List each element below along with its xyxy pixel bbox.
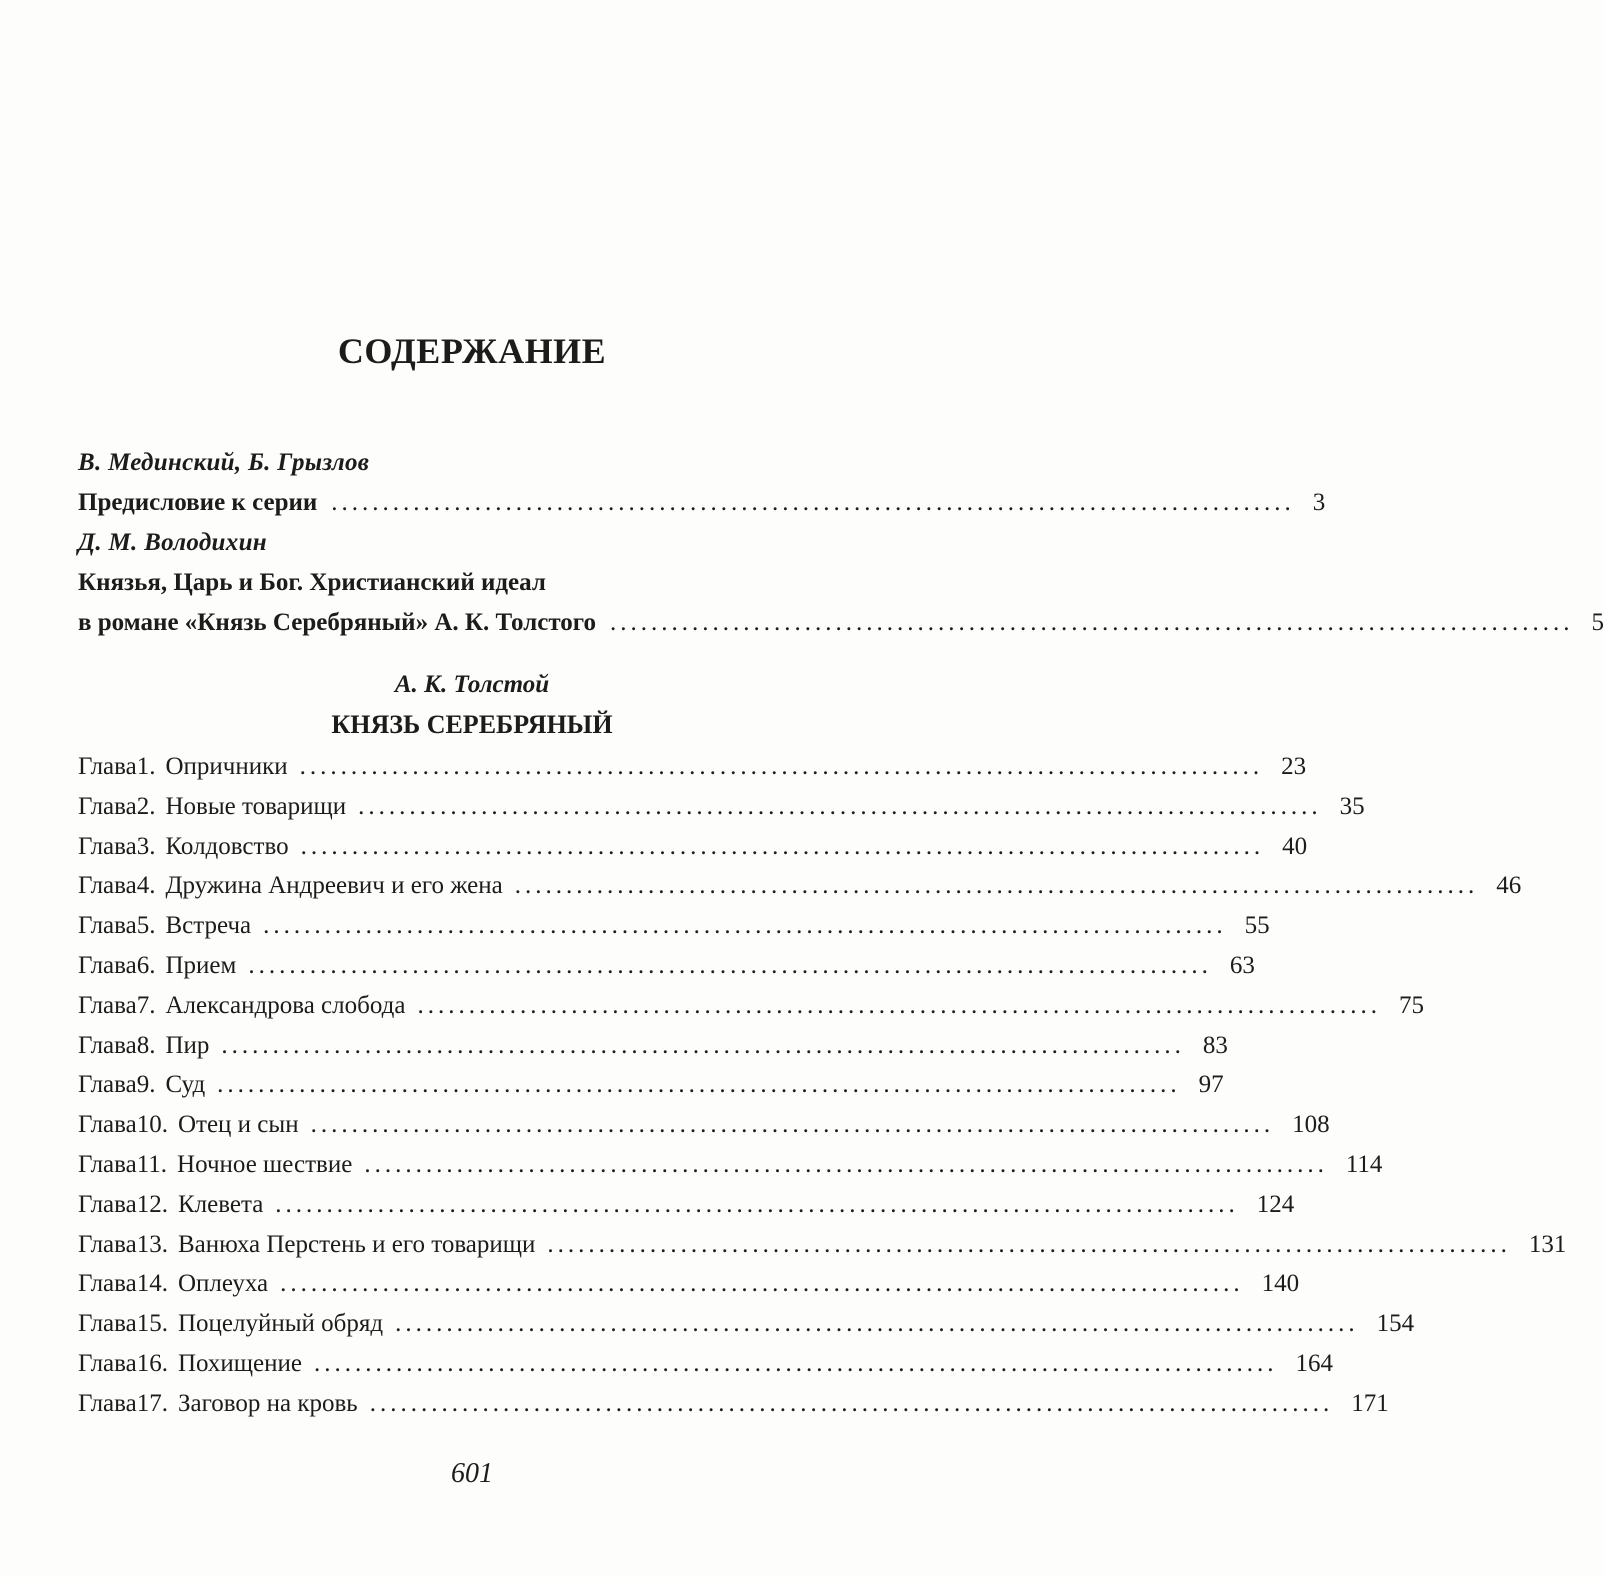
chapter-title: Поцелуйный обряд [177, 1310, 384, 1338]
page-number: 108 [1292, 1111, 1330, 1139]
chapter-entry[interactable] [78, 1026, 1228, 1066]
chapter-entry[interactable] [78, 1344, 1333, 1384]
chapter-number: 16. [136, 1349, 168, 1377]
chapter-title: Пир [165, 1031, 210, 1059]
chapter-entry[interactable] [78, 827, 1308, 867]
chapter-title: Колдовство [165, 832, 289, 860]
front-author: В. Мединский, Б. Грызлов [78, 449, 370, 476]
page-number: 40 [1282, 832, 1308, 860]
dot-leader: .............................................................................................. [221, 1031, 1185, 1059]
entry-title: в романе «Князь Серебряный» А. К. Толстого [78, 609, 597, 636]
chapter-number: 1. [136, 753, 156, 780]
page-number: 124 [1256, 1190, 1295, 1218]
chapter-title: Похищение [177, 1349, 302, 1377]
dot-leader: .............................................................................................. [275, 1190, 1239, 1218]
entry-title-line [78, 563, 868, 603]
dot-leader: .............................................................................................. [248, 951, 1212, 979]
dot-leader: .............................................................................................. [310, 1111, 1275, 1139]
chapter-label: Глава [78, 991, 137, 1019]
chapter-number: 9. [136, 1071, 156, 1099]
chapter-number: 5. [136, 912, 156, 940]
chapter-title: Дружина Андреевич и его жена [165, 872, 503, 900]
chapter-label: Глава [78, 951, 137, 979]
chapter-entry[interactable] [78, 747, 1307, 787]
dot-leader: .............................................................................................. [299, 753, 1264, 780]
dot-leader: .............................................................................................. [514, 872, 1479, 900]
novel-title: КНЯЗЬ СЕРЕБРЯНЫЙ [331, 710, 613, 739]
chapter-title: Новые товарищи [165, 792, 347, 820]
chapter-label: Глава [78, 872, 137, 900]
chapter-label: Глава [78, 1190, 137, 1218]
chapter-label: Глава [78, 792, 137, 820]
dot-leader: .............................................................................................. [547, 1230, 1511, 1258]
chapter-entry[interactable] [78, 1065, 1224, 1105]
page-number: 97 [1198, 1071, 1224, 1099]
chapter-number: 8. [136, 1031, 156, 1059]
chapter-label: Глава [78, 1389, 137, 1417]
chapter-label: Глава [78, 1230, 137, 1258]
chapter-number: 14. [136, 1270, 168, 1298]
entry-title: Предисловие к серии [78, 489, 318, 516]
chapter-number: 13. [136, 1230, 168, 1258]
chapter-entry[interactable] [78, 1304, 1415, 1344]
page-number: 131 [1528, 1230, 1567, 1258]
chapter-label: Глава [78, 912, 137, 940]
page-number: 63 [1229, 951, 1255, 979]
chapter-number: 7. [136, 991, 156, 1019]
chapter-title: Ночное шествие [177, 1150, 353, 1178]
chapter-title: Суд [165, 1071, 206, 1099]
toc-entry[interactable] [78, 603, 1604, 643]
dot-leader: .............................................................................................. [280, 1270, 1244, 1298]
chapter-entry[interactable] [78, 1264, 1300, 1304]
page-number: 171 [1351, 1389, 1389, 1417]
chapter-label: Глава [78, 1111, 137, 1139]
chapter-label: Глава [78, 1310, 137, 1338]
page-number: 140 [1261, 1270, 1300, 1298]
chapter-entry[interactable] [78, 906, 1270, 946]
chapter-label: Глава [78, 753, 137, 780]
chapter-title: Опричники [165, 753, 288, 780]
chapter-label: Глава [78, 1349, 137, 1377]
dot-leader: .............................................................................................. [331, 489, 1295, 516]
dot-leader: .............................................................................................. [300, 832, 1265, 860]
chapter-entry[interactable] [78, 1105, 1330, 1145]
chapter-number: 3. [136, 832, 156, 860]
chapter-entry[interactable] [78, 986, 1424, 1026]
chapter-title: Ванюха Перстень и его товарищи [177, 1230, 536, 1258]
chapter-title: Встреча [165, 912, 252, 940]
chapter-number: 4. [136, 872, 156, 900]
chapter-number: 15. [136, 1310, 168, 1338]
chapter-entry[interactable] [78, 866, 1522, 906]
chapter-number: 10. [136, 1111, 168, 1139]
chapter-title: Заговор на кровь [177, 1389, 358, 1417]
page-number: 114 [1345, 1150, 1383, 1178]
dot-leader: .............................................................................................. [395, 1310, 1359, 1338]
chapter-entry[interactable] [78, 946, 1255, 986]
chapter-title: Прием [165, 951, 237, 979]
chapter-number: 17. [136, 1389, 168, 1417]
chapter-number: 11. [136, 1150, 168, 1178]
dot-leader: .............................................................................................. [610, 609, 1574, 636]
page-number: 83 [1202, 1031, 1228, 1059]
chapter-entry[interactable] [78, 1384, 1389, 1424]
chapter-label: Глава [78, 1150, 137, 1178]
novel-author: А. К. Толстой [394, 671, 550, 698]
chapter-title: Александрова слобода [165, 991, 406, 1019]
page-number: 55 [1244, 912, 1270, 940]
chapter-label: Глава [78, 1270, 137, 1298]
chapter-list [78, 747, 1567, 1424]
chapter-entry[interactable] [78, 1185, 1295, 1225]
folio-page-number: 601 [451, 1458, 493, 1489]
page-number: 23 [1281, 753, 1307, 780]
chapter-label: Глава [78, 832, 137, 860]
page-number: 46 [1496, 872, 1522, 900]
chapter-label: Глава [78, 1071, 137, 1099]
chapter-entry[interactable] [78, 787, 1365, 827]
dot-leader: .............................................................................................. [417, 991, 1381, 1019]
chapter-title: Отец и сын [177, 1111, 299, 1139]
chapter-entry[interactable] [78, 1225, 1567, 1265]
page-number: 35 [1339, 792, 1365, 820]
chapter-title: Клевета [177, 1190, 264, 1218]
front-author: Д. М. Володихин [78, 529, 267, 556]
page-number: 5 [1591, 609, 1604, 636]
chapter-label: Глава [78, 1031, 137, 1059]
toc-entry[interactable] [78, 483, 1326, 523]
front-matter [78, 443, 1604, 643]
chapter-number: 12. [136, 1190, 168, 1218]
page-number: 154 [1376, 1310, 1415, 1338]
page-number: 75 [1398, 991, 1424, 1019]
dot-leader: .............................................................................................. [369, 1389, 1334, 1417]
chapter-entry[interactable] [78, 1145, 1383, 1185]
chapter-number: 2. [136, 792, 156, 820]
page-number: 164 [1295, 1349, 1333, 1377]
dot-leader: .............................................................................................. [313, 1349, 1278, 1377]
entry-title: Князья, Царь и Бог. Христианский идеал [78, 569, 546, 596]
chapter-number: 6. [136, 951, 156, 979]
dot-leader: .............................................................................................. [364, 1150, 1328, 1178]
page-number: 3 [1312, 489, 1326, 516]
dot-leader: .............................................................................................. [263, 912, 1227, 940]
page-title: СОДЕРЖАНИЕ [337, 331, 607, 371]
dot-leader: .............................................................................................. [358, 792, 1322, 820]
dot-leader: .............................................................................................. [217, 1071, 1181, 1099]
chapter-title: Оплеуха [177, 1270, 269, 1298]
